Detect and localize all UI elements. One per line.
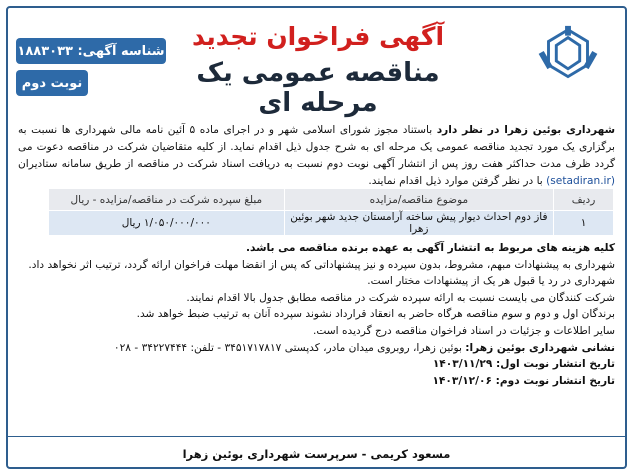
col-subject: موضوع مناقصه/مزایده xyxy=(284,189,553,211)
municipality-logo xyxy=(529,22,607,100)
cost-note: کلیه هزینه های مربوط به انتشار آگهی به عهده برنده مناقصه می باشد. xyxy=(245,242,615,254)
cell-subject: فاز دوم احداث دیوار پیش ساخته آرامستان جدید شهر بوئین زهرا xyxy=(284,211,553,236)
round-badge: نوبت دوم xyxy=(16,70,88,96)
tender-table xyxy=(48,188,614,236)
col-deposit: مبلغ سپرده شرکت در مناقصه/مزایده - ریال xyxy=(49,189,285,211)
cell-row: ۱ xyxy=(554,211,614,236)
intro-lead: شهرداری بوئین زهرا در نظر دارد xyxy=(436,124,615,136)
col-row: ردیف xyxy=(554,189,614,211)
signature: مسعود کریمی - سرپرست شهرداری بوئین زهرا xyxy=(182,446,451,461)
address-label: نشانی شهرداری بوئین زهرا: xyxy=(465,341,615,354)
condition-line: سایر اطلاعات و جزئیات در اسناد فراخوان مناقصه درج گردیده است. xyxy=(313,324,615,337)
condition-line: برندگان اول و دوم و سوم مناقصه هرگاه حاضر به انعقاد قرارداد نشوند سپرده آنان به ترتیب ضبط خواهد شد. xyxy=(136,308,615,321)
intro-text: باستناد مجوز شورای اسلامی شهر و در اجرای ماده ۵ آئین نامه مالی شهرداری ها نسبت به برگزاری یک مورد تجدید مناقصه عمومی یک مرحله ای به شرح جدول ذیل اقدام نماید. از کلیه متقاضیان شرکت در مناقصه دعوت می گردد ظرف مدت حداکثر هفت روز پس از انتشار آگهی نوبت دوم نسبت به دریافت اسناد شرکت در مناقصه از طریق سامانه ستادیران xyxy=(18,124,615,170)
first-publish-line xyxy=(18,356,615,373)
second-publish-label: تاریخ انتشار نوبت دوم: xyxy=(495,374,615,387)
footer-divider xyxy=(8,436,625,437)
notice-id-badge: شناسه آگهی: ۱۸۸۳۰۳۳ xyxy=(16,38,166,64)
setadiran-link[interactable]: (setadiran.ir) xyxy=(546,175,615,187)
notice-title: آگهی فراخوان تجدید xyxy=(191,22,445,51)
notice-header xyxy=(8,8,625,118)
notice-frame xyxy=(6,6,627,469)
notice-subtitle: مناقصه عمومی یک مرحله ای xyxy=(196,58,440,118)
address-line xyxy=(18,340,615,357)
condition-line: شهرداری به پیشنهادات مبهم، مشروط، بدون سپرده و نیز پیشنهاداتی که پس از انقضا مهلت فراخوان ارائه گردد، ترتیب اثر نخواهد داد. xyxy=(28,258,615,271)
second-publish-date: ۱۴۰۳/۱۲/۰۶ xyxy=(432,374,496,387)
table-row xyxy=(49,211,614,236)
condition-line: شهرداری در رد یا قبول هر یک از پیشنهادات مختار است. xyxy=(367,275,615,288)
first-publish-date: ۱۴۰۳/۱۱/۲۹ xyxy=(432,358,497,371)
address-value: بوئین زهرا، روبروی میدان مادر، کدپستی ۳۴۵۱۷۱۷۸۱۷ - تلفن: ۳۴۲۲۷۴۴۴ - ۰۲۸ xyxy=(113,341,466,354)
cell-deposit: ۱/۰۵۰/۰۰۰/۰۰۰ ریال xyxy=(49,211,285,236)
table-header-row xyxy=(49,189,614,211)
intro-paragraph xyxy=(18,122,615,190)
first-publish-label: تاریخ انتشار نوبت اول: xyxy=(496,358,615,371)
intro-text-end: با در نظر گرفتن موارد ذیل اقدام نمایند. xyxy=(368,175,547,187)
second-publish-line xyxy=(18,373,615,390)
conditions-section xyxy=(18,240,615,389)
condition-line: شرکت کنندگان می بایست نسبت به ارائه سپرده شرکت در مناقصه مطابق جدول بالا اقدام نمایند. xyxy=(186,291,615,304)
